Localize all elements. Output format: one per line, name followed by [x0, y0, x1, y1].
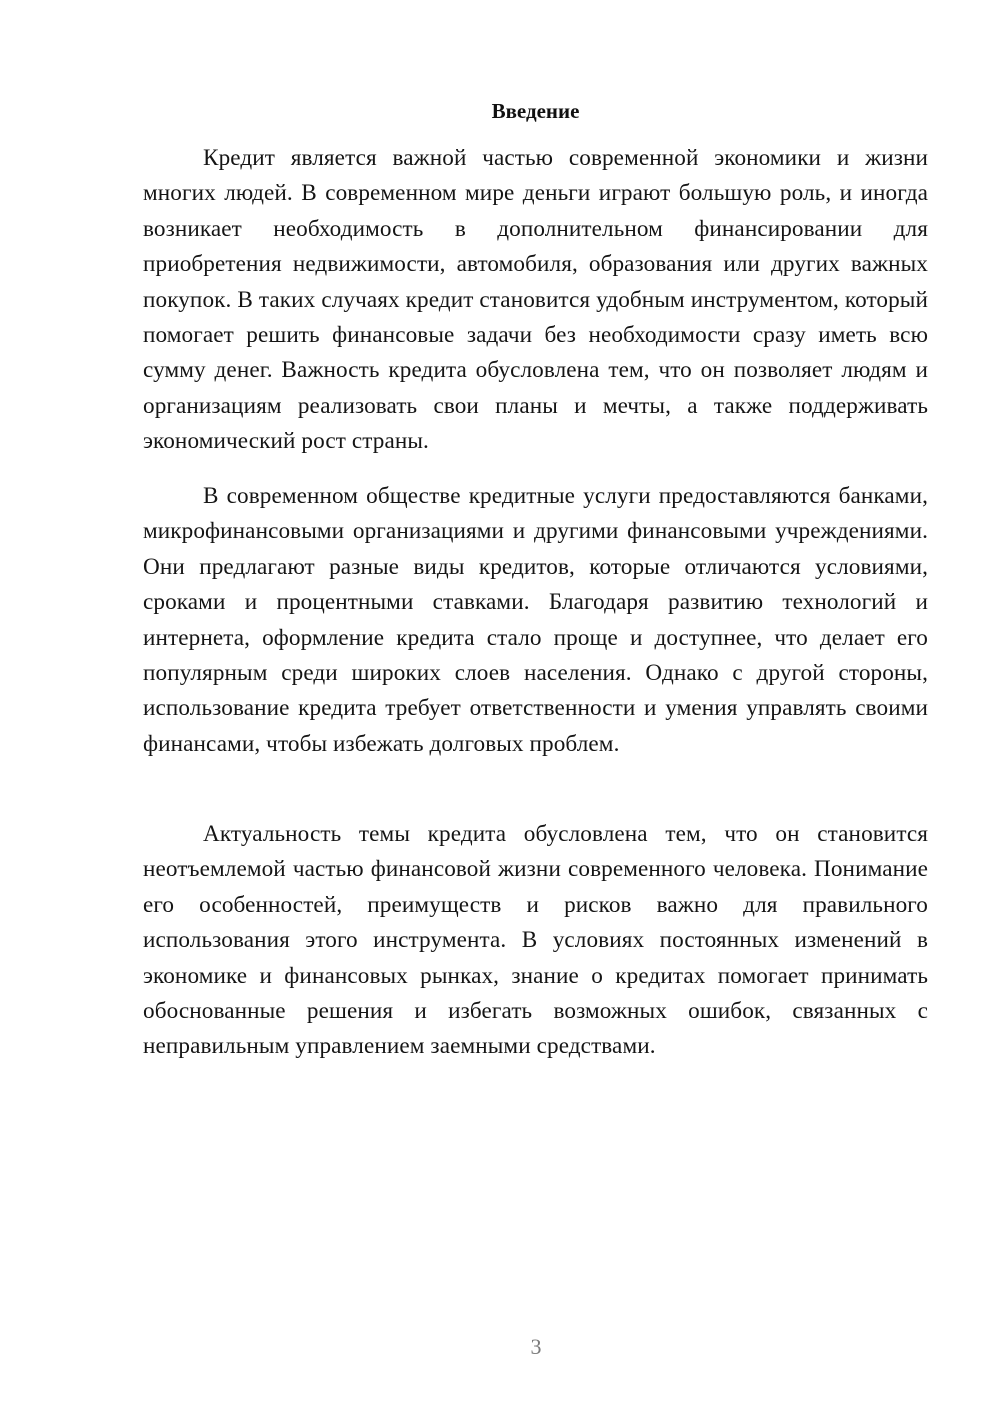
paragraph-1: Кредит является важной частью современной экономики и жизни многих людей. В современном мире деньги играют большую роль, и иногда возникает необходимость в дополнительном финансировании для приобретения недвижимости, автомобиля, образования или других важных покупок. В таких случаях кредит становится удобным инструментом, который помогает решить финансовые задачи без необходимости сразу иметь всю сумму денег. Важность кредита обусловлена тем, что он позволяет людям и организациям реализовать свои планы и мечты, а также поддерживать экономический рост страны.	[143, 145, 928, 455]
section-title: Введение	[491, 99, 580, 123]
page-number: 3	[530, 1334, 542, 1359]
paragraph-2: В современном обществе кредитные услуги предоставляются банками, микрофинансовыми организациями и другими финансовыми учреждениями. Они предлагают разные виды кредитов, которые отличаются условиями, сроками и процентными ставками. Благодаря развитию технологий и интернета, оформление кредита стало проще и доступнее, что делает его популярным среди широких слоев населения. Однако с другой стороны, использование кредита требует ответственности и умения управлять своими финансами, чтобы избежать долговых проблем.	[143, 483, 928, 757]
paragraph-3: Актуальность темы кредита обусловлена тем, что он становится неотъемлемой частью финансовой жизни современного человека. Понимание его особенностей, преимуществ и рисков важно для правильного использования этого инструмента. В условиях постоянных изменений в экономике и финансовых рынках, знание о кредитах помогает принимать обоснованные решения и избегать возможных ошибок, связанных с неправильным управлением заемными средствами.	[143, 821, 928, 1060]
